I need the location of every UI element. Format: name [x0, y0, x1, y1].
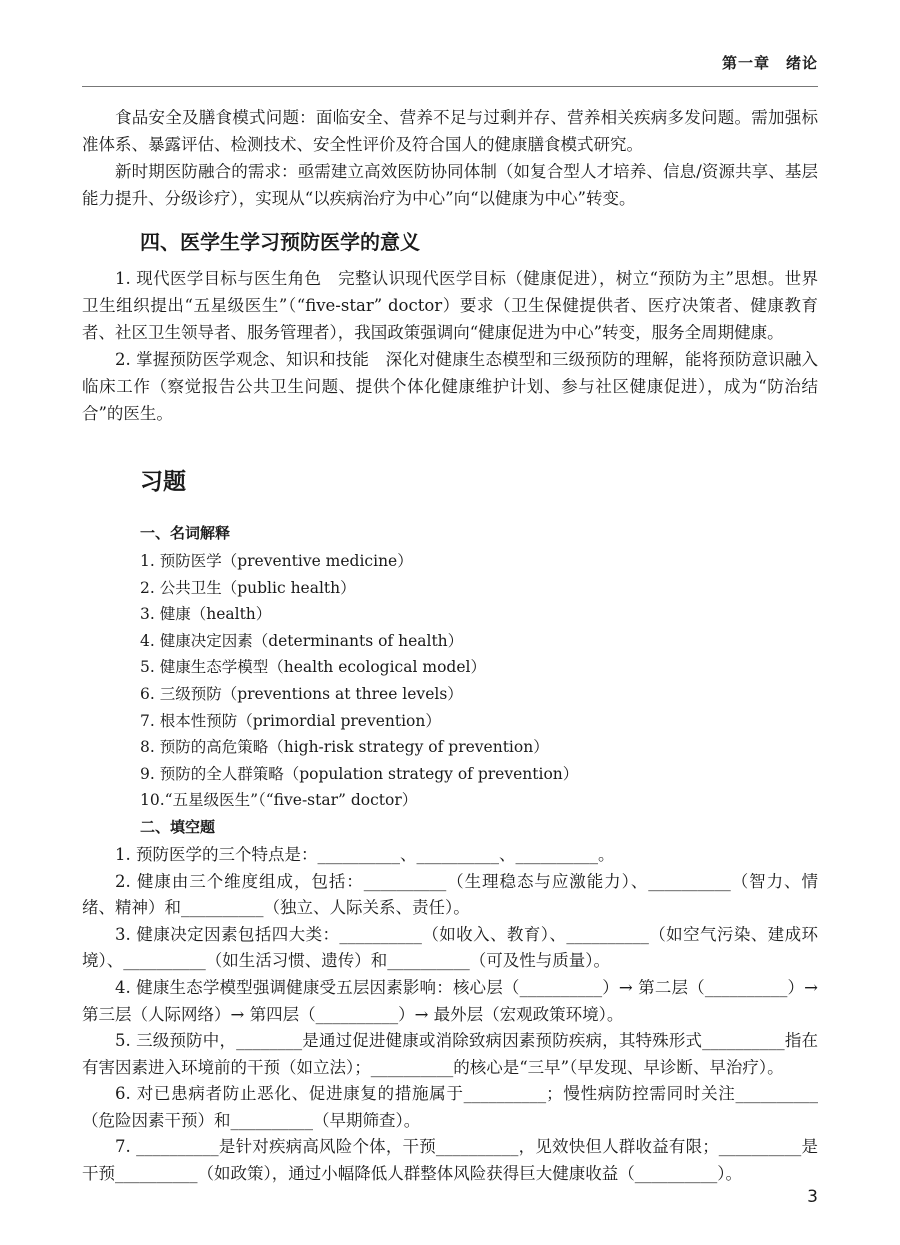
list-item: 3. 健康决定因素包括四大类：__________（如收入、教育）、__________（如空气污染、建成环境）、__________（如生活习惯、遗传）和__________（可及性与质量）。 [82, 924, 818, 971]
list-item: 8. 预防的高危策略（high-risk strategy of prevention） [140, 738, 549, 757]
definition-list [140, 548, 818, 814]
list-item: 1. 预防医学的三个特点是：__________、__________、__________。 [115, 844, 615, 864]
list-item: 1. 预防医学（preventive medicine） [140, 552, 413, 570]
list-item: 4. 健康生态学模型强调健康受五层因素影响：核心层（__________）→ 第二层（__________）→ 第三层（人际网络）→ 第四层（__________）→ 最外层（宏观政策环境）。 [82, 977, 818, 1024]
page-body [82, 104, 818, 1188]
list-item: 10.“五星级医生”（“five-star” doctor） [140, 791, 418, 810]
running-header: 第一章 绪论 [721, 54, 818, 72]
list-item: 2. 公共卫生（public health） [140, 578, 356, 597]
paragraph: 1. 现代医学目标与医生角色 完整认识现代医学目标（健康促进），树立“预防为主”思想。世界卫生组织提出“五星级医生”（“five-star” doctor）要求（卫生保健提供者、医疗决策者、健康教育者、社区卫生领导者、服务管理者），我国政策强调向“健康促进为中心”转变，服务全周期健康。 [82, 269, 818, 342]
part-heading-fill-in: 二、填空题 [140, 817, 216, 836]
list-item: 6. 对已患病者防止恶化、促进康复的措施属于__________；慢性病防控需同时关注__________（危险因素干预）和__________（早期筛查）。 [82, 1084, 818, 1130]
list-item: 2. 健康由三个维度组成，包括：__________（生理稳态与应激能力）、__________（智力、情绪、精神）和__________（独立、人际关系、责任）。 [82, 871, 818, 918]
list-item: 9. 预防的全人群策略（population strategy of prevention） [140, 764, 579, 783]
list-item: 7. __________是针对疾病高风险个体，干预__________，见效快但人群收益有限；__________是干预__________（如政策），通过小幅降低人群整体风险获得巨大健康收益（__________）。 [82, 1137, 818, 1184]
list-item: 6. 三级预防（preventions at three levels） [140, 684, 463, 703]
part-heading-definitions: 一、名词解释 [140, 524, 231, 542]
fill-in-list [82, 842, 818, 1188]
header-divider [82, 86, 818, 87]
exercises-heading: 习题 [140, 469, 186, 495]
list-item: 3. 健康（health） [140, 605, 272, 624]
list-item: 7. 根本性预防（primordial prevention） [140, 711, 441, 730]
paragraph: 2. 掌握预防医学观念、知识和技能 深化对健康生态模型和三级预防的理解，能将预防意识融入临床工作（察觉报告公共卫生问题、提供个体化健康维护计划、参与社区健康促进），成为“防治结合”的医生。 [82, 350, 818, 423]
page-number: 3 [807, 1187, 818, 1207]
list-item: 5. 健康生态学模型（health ecological model） [140, 658, 486, 677]
list-item: 4. 健康决定因素（determinants of health） [140, 631, 464, 650]
list-item: 5. 三级预防中，________是通过促进健康或消除致病因素预防疾病，其特殊形式__________指在有害因素进入环境前的干预（如立法）；__________的核心是“三早”（早发现、早诊断、早治疗）。 [82, 1031, 818, 1077]
paragraph: 食品安全及膳食模式问题：面临安全、营养不足与过剩并存、营养相关疾病多发问题。需加强标准体系、暴露评估、检测技术、安全性评价及符合国人的健康膳食模式研究。 [82, 108, 818, 154]
paragraph: 新时期医防融合的需求：亟需建立高效医防协同体制（如复合型人才培养、信息/资源共享、基层能力提升、分级诊疗），实现从“以疾病治疗为中心”向“以健康为中心”转变。 [82, 162, 818, 208]
section-heading: 四、医学生学习预防医学的意义 [140, 230, 420, 254]
